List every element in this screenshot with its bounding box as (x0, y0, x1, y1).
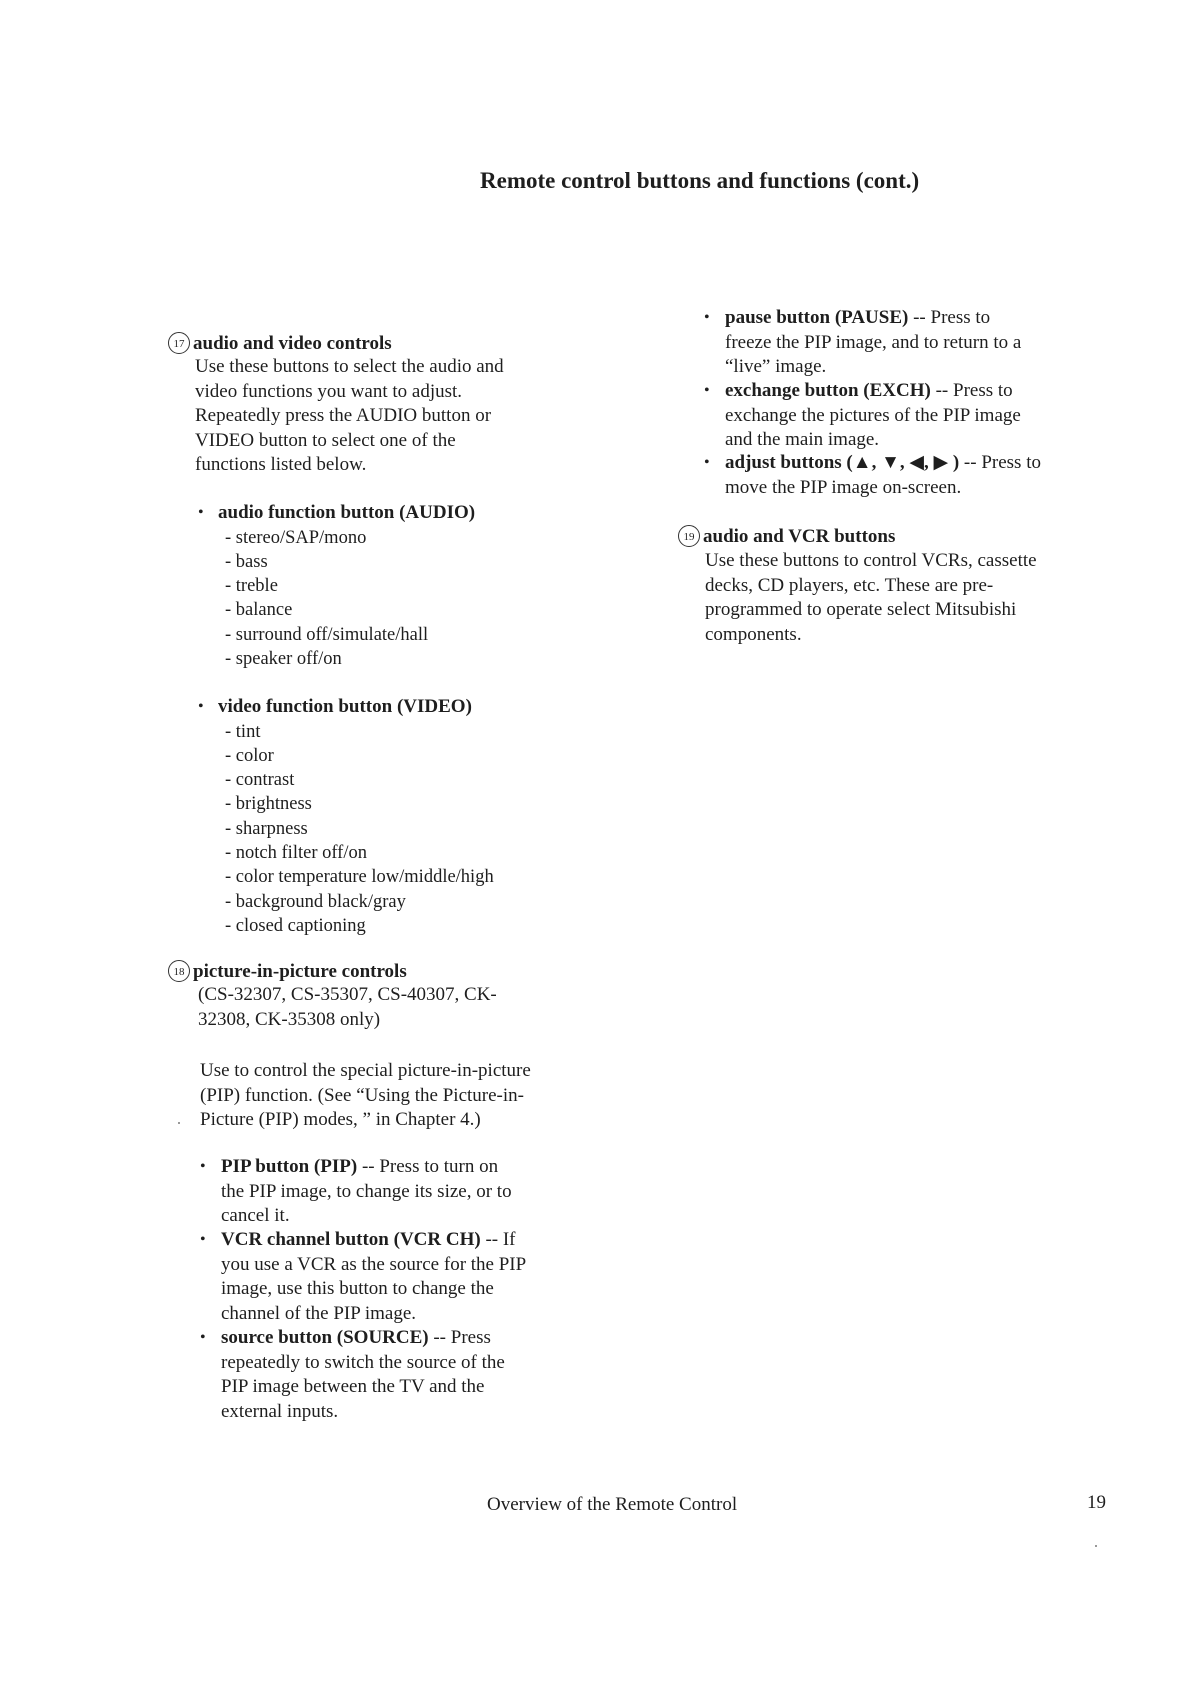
list-item: - closed captioning (225, 914, 618, 938)
scan-speck (1095, 1545, 1097, 1547)
list-item: - balance (225, 598, 618, 622)
list-item: - sharpness (225, 817, 618, 841)
bullet-line: freeze the PIP image, and to return to a (725, 331, 1022, 353)
bullet-dot: • (198, 504, 204, 521)
audio-function-bullet (198, 501, 618, 671)
video-function-list (225, 720, 618, 939)
bullet-dot: • (198, 698, 204, 715)
bullet-line: the PIP image, to change its size, or to (221, 1180, 512, 1202)
section-19-heading (678, 525, 895, 548)
list-item: - bass (225, 550, 618, 574)
section-17-heading (168, 332, 392, 355)
body-line: programmed to operate select Mitsubishi (705, 599, 1017, 620)
section-17-title: audio and video controls (193, 333, 392, 354)
body-line: Use these buttons to select the audio and (195, 356, 504, 377)
video-function-heading: video function button (VIDEO) (218, 696, 472, 717)
exchange-button-bullet (704, 379, 1124, 453)
video-function-bullet (198, 695, 618, 938)
adjust-buttons-bullet (704, 451, 1144, 500)
section-number-19: 19 (678, 525, 700, 547)
body-line: video functions you want to adjust. (195, 380, 463, 402)
bullet-line: move the PIP image on-screen. (725, 476, 962, 498)
list-item: - color (225, 744, 618, 768)
bullet-line: and the main image. (725, 429, 880, 450)
bullet-line: exchange the pictures of the PIP image (725, 404, 1021, 426)
page-number: 19 (1087, 1492, 1106, 1513)
body-line: Repeatedly press the AUDIO button or (195, 405, 492, 426)
body-line: functions listed below. (195, 454, 367, 475)
pause-button-bullet (704, 306, 1124, 380)
bullet-dot: • (704, 454, 710, 471)
bullet-line: external inputs. (221, 1400, 339, 1422)
list-item: - tint (225, 720, 618, 744)
source-button-bullet (200, 1326, 620, 1424)
bullet-text: -- Press (428, 1327, 491, 1348)
list-item: - notch filter off/on (225, 841, 618, 865)
page-title: Remote control buttons and functions (cont.) (480, 168, 920, 193)
bullet-line: repeatedly to switch the source of the (221, 1351, 505, 1373)
pip-button-heading: PIP button (PIP) (221, 1156, 358, 1177)
section-19-title: audio and VCR buttons (703, 526, 896, 547)
section-number-17: 17 (168, 332, 190, 354)
bullet-text: -- Press to (959, 452, 1041, 473)
body-line: decks, CD players, etc. These are pre- (705, 574, 994, 596)
list-item: - background black/gray (225, 890, 618, 914)
bullet-line: cancel it. (221, 1205, 290, 1226)
body-line: components. (705, 623, 802, 645)
scan-speck (178, 1122, 180, 1124)
audio-function-heading: audio function button (AUDIO) (218, 502, 476, 523)
section-19-body (705, 549, 1037, 647)
bullet-text: -- Press to (930, 380, 1013, 401)
bullet-line: image, use this button to change the (221, 1278, 494, 1299)
audio-function-list (225, 526, 618, 672)
body-line: Use to control the special picture-in-picture (200, 1060, 531, 1081)
model-line: (CS-32307, CS-35307, CS-40307, CK- (198, 984, 497, 1005)
list-item: - brightness (225, 792, 618, 816)
bullet-line: “live” image. (725, 356, 827, 377)
list-item: - surround off/simulate/hall (225, 623, 618, 647)
list-item: - speaker off/on (225, 647, 618, 671)
list-item: - stereo/SAP/mono (225, 526, 618, 550)
bullet-dot: • (704, 309, 710, 326)
body-line: VIDEO button to select one of the (195, 429, 456, 451)
source-button-heading: source button (SOURCE) (221, 1327, 429, 1348)
footer-label: Overview of the Remote Control (487, 1494, 738, 1515)
bullet-text: -- Press to turn on (357, 1156, 499, 1177)
vcr-channel-bullet (200, 1228, 620, 1326)
bullet-text: -- If (480, 1229, 516, 1250)
section-18-heading (168, 960, 407, 983)
section-18-title: picture-in-picture controls (193, 961, 407, 982)
body-line: Use these buttons to control VCRs, cassette (705, 550, 1037, 571)
section-18-body (200, 1059, 531, 1133)
section-18-models (198, 983, 497, 1032)
bullet-text: -- Press to (908, 307, 991, 328)
list-item: - contrast (225, 768, 618, 792)
section-17-body (195, 355, 504, 478)
adjust-buttons-heading: adjust buttons (▲, ▼, ◀, ▶ ) (725, 452, 960, 473)
list-item: - treble (225, 574, 618, 598)
bullet-dot: • (200, 1329, 206, 1346)
body-line: (PIP) function. (See “Using the Picture-in- (200, 1084, 524, 1106)
bullet-line: PIP image between the TV and the (221, 1376, 485, 1397)
pause-button-heading: pause button (PAUSE) (725, 307, 909, 328)
bullet-dot: • (200, 1231, 206, 1248)
model-line: 32308, CK-35308 only) (198, 1008, 381, 1030)
vcr-channel-heading: VCR channel button (VCR CH) (221, 1229, 481, 1250)
section-number-18: 18 (168, 960, 190, 982)
pip-button-bullet (200, 1155, 620, 1229)
bullet-line: you use a VCR as the source for the PIP (221, 1253, 527, 1275)
bullet-dot: • (200, 1158, 206, 1175)
body-line: Picture (PIP) modes, ” in Chapter 4.) (200, 1109, 481, 1130)
exchange-button-heading: exchange button (EXCH) (725, 380, 931, 401)
bullet-dot: • (704, 382, 710, 399)
bullet-line: channel of the PIP image. (221, 1302, 417, 1324)
list-item: - color temperature low/middle/high (225, 865, 618, 889)
